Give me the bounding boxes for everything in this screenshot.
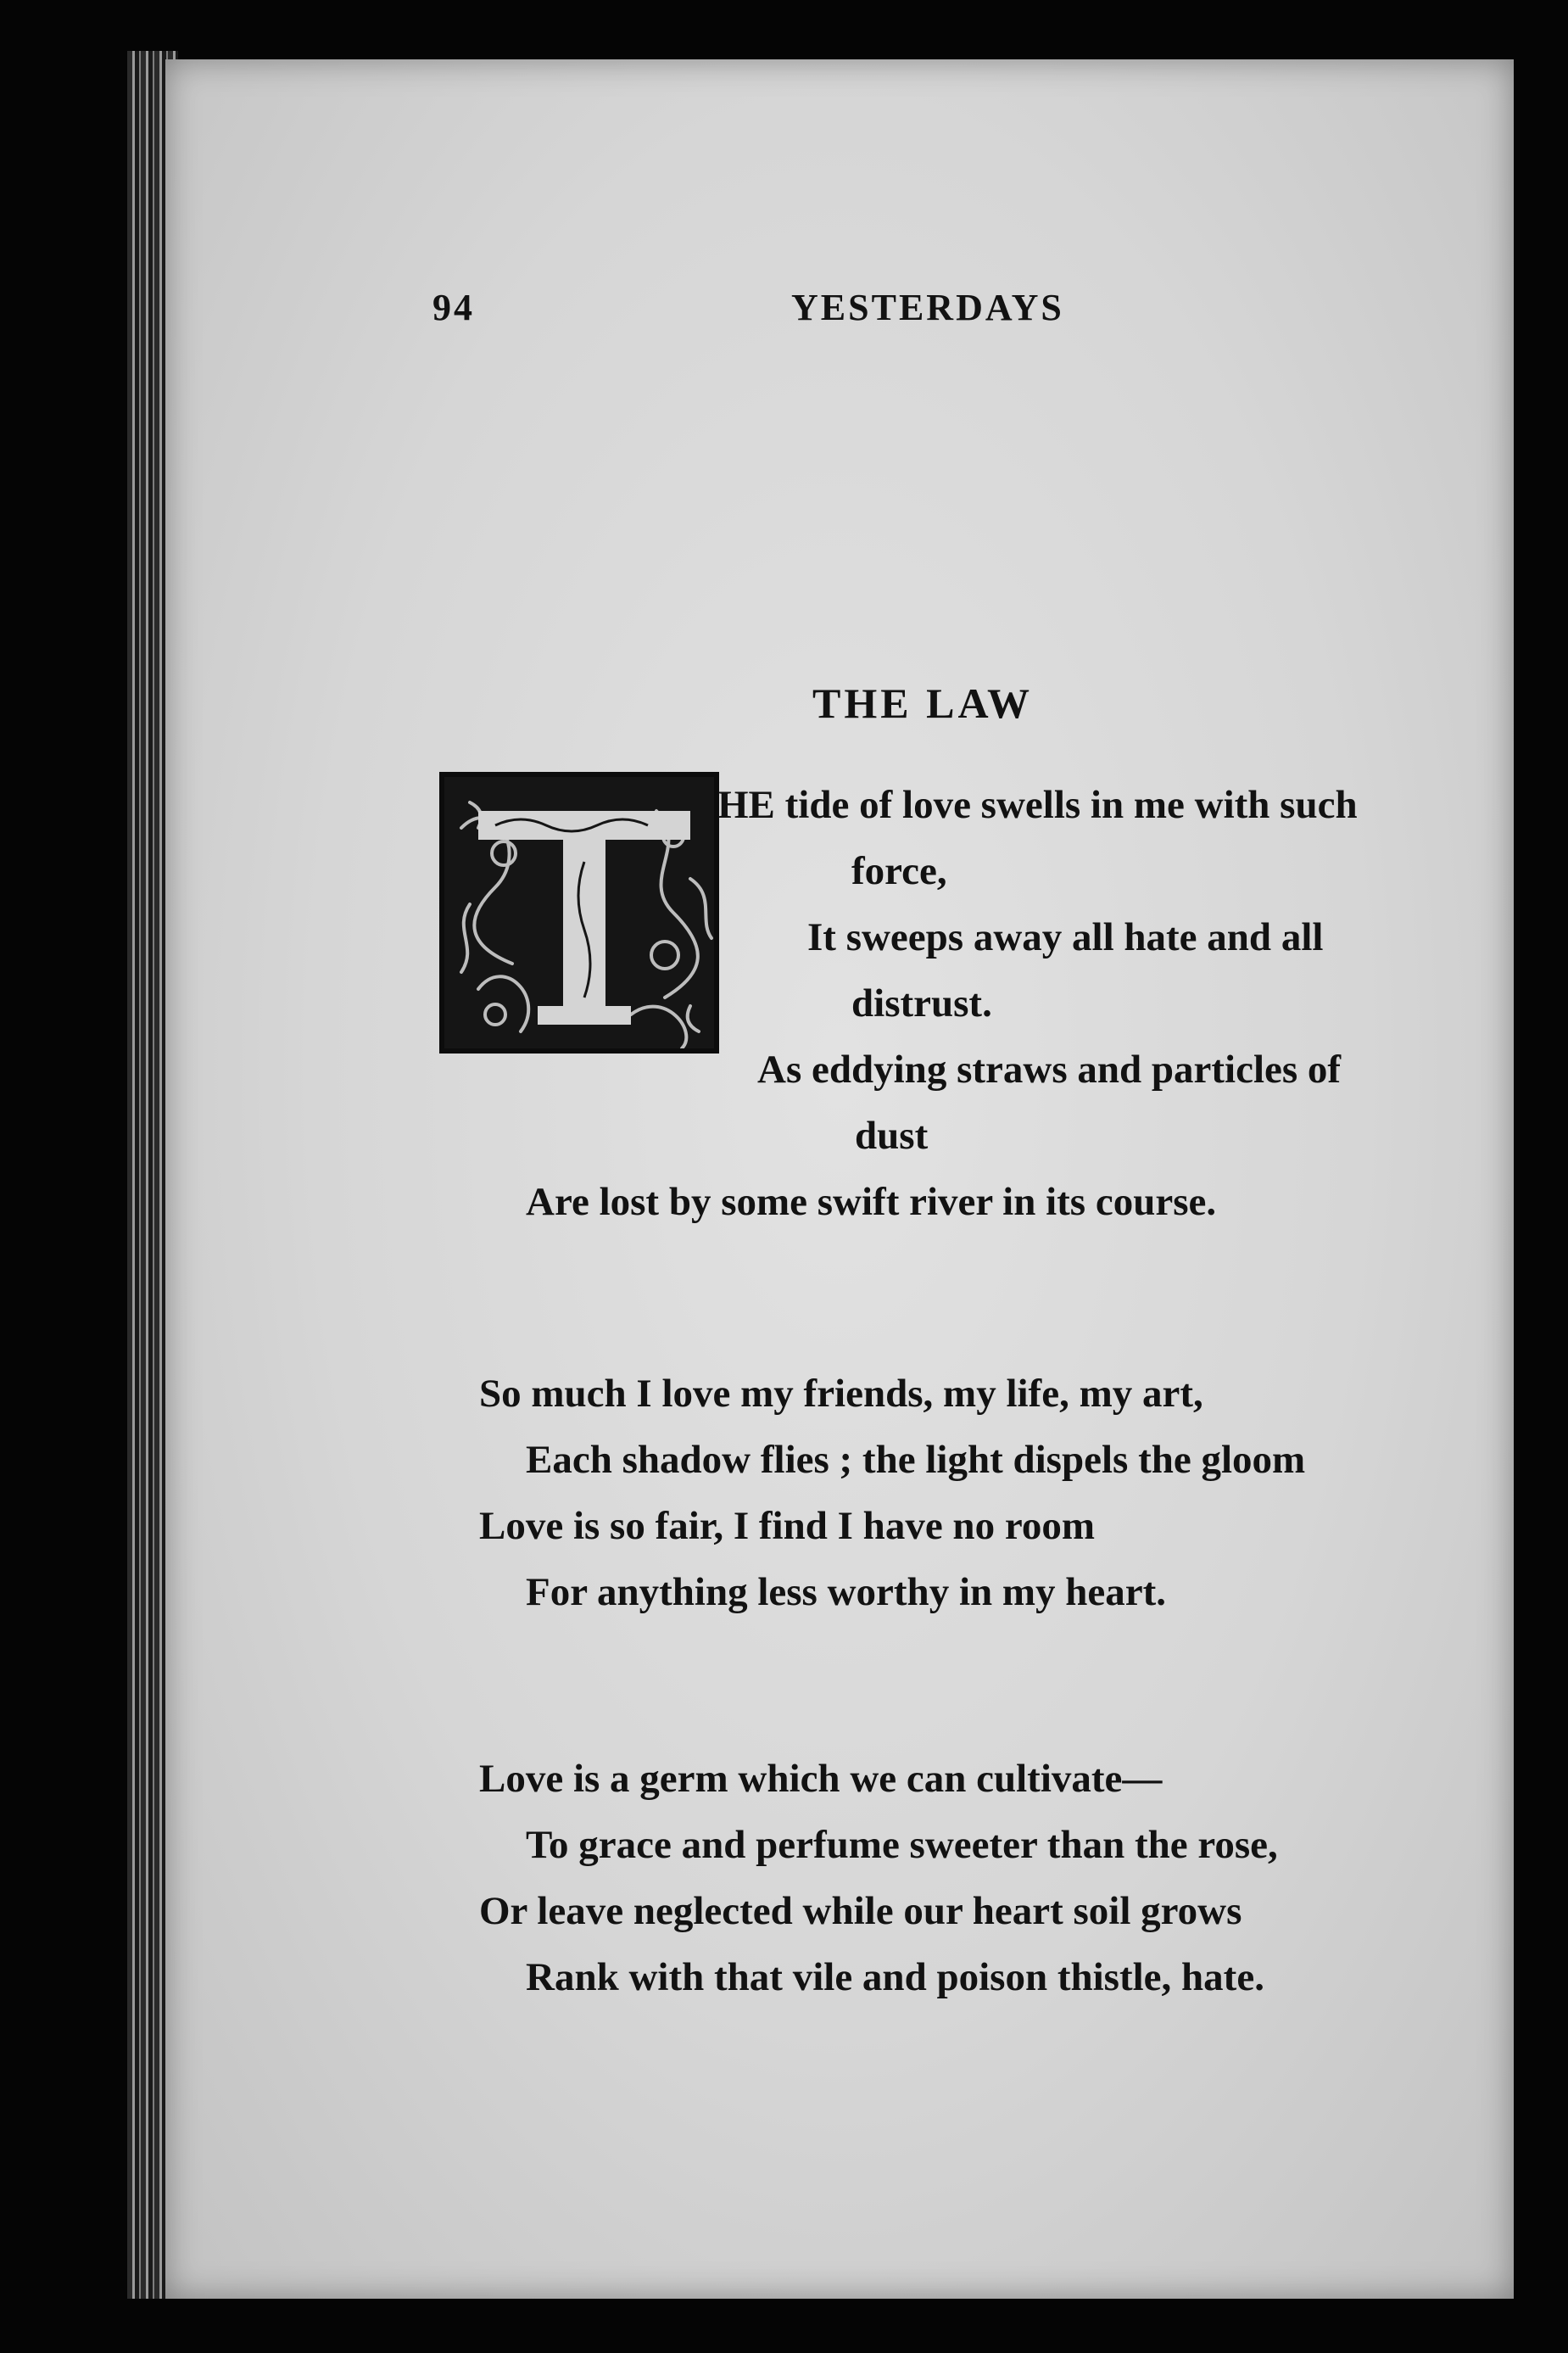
poem-line: force, [851, 849, 947, 893]
decorated-initial-letter [439, 772, 719, 1054]
poem-line: As eddying straws and particles of [757, 1048, 1342, 1092]
poem-line: Love is so fair, I find I have no room [479, 1504, 1095, 1548]
poem-line: To grace and perfume sweeter than the rose, [526, 1823, 1278, 1867]
poem-line: It sweeps away all hate and all [807, 915, 1324, 959]
poem-line: Rank with that vile and poison thistle, hate. [526, 1955, 1264, 1999]
ornamental-initial-t [444, 777, 719, 1054]
poem-line: distrust. [851, 981, 992, 1026]
page-number: 94 [432, 287, 475, 328]
poem-line: HE tide of love swells in me with such [717, 783, 1358, 827]
poem-line: dust [855, 1114, 929, 1158]
poem-line: Are lost by some swift river in its course. [526, 1180, 1217, 1224]
poem-line: Each shadow flies ; the light dispels the gloom [526, 1438, 1306, 1482]
poem-line: Love is a germ which we can cultivate— [479, 1757, 1163, 1801]
poem-line: Or leave neglected while our heart soil grows [479, 1889, 1242, 1933]
poem-title: THE LAW [812, 679, 1034, 727]
poem-line: For anything less worthy in my heart. [526, 1570, 1167, 1614]
poem-line: So much I love my friends, my life, my art, [479, 1372, 1203, 1416]
running-head-title: YESTERDAYS [791, 287, 1064, 328]
